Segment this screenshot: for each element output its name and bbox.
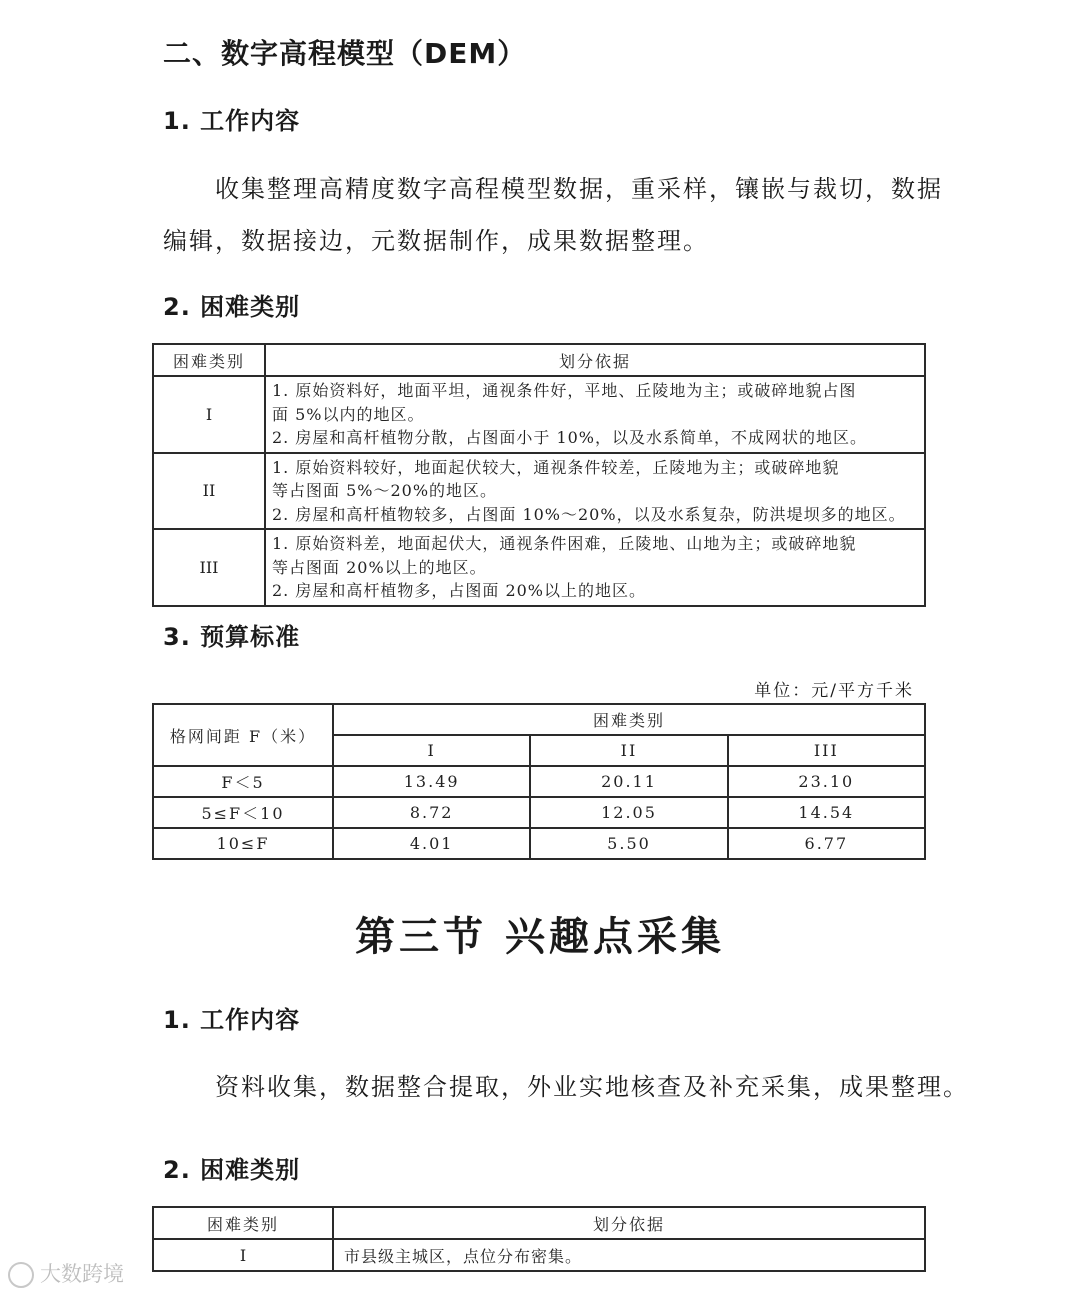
price-cell: 13.49 xyxy=(333,766,530,797)
table-row xyxy=(153,1239,925,1271)
price-cell: 5.50 xyxy=(530,828,727,859)
table-header-row xyxy=(153,704,925,735)
basis-line: 等占图面 5%～20%的地区。 xyxy=(272,481,498,500)
basis-line: 2. 房屋和高杆植物分散，占图面小于 10%，以及水系简单，不成网状的地区。 xyxy=(272,428,868,447)
level-header: II xyxy=(530,735,727,766)
difficulty-basis xyxy=(265,529,925,606)
dem-budget-table xyxy=(152,703,926,860)
difficulty-basis xyxy=(265,453,925,530)
table-row xyxy=(153,453,925,530)
price-cell: 8.72 xyxy=(333,797,530,828)
table-header-row xyxy=(153,344,925,376)
price-cell: 12.05 xyxy=(530,797,727,828)
dem-difficulty-table xyxy=(152,343,926,607)
price-cell: 23.10 xyxy=(728,766,925,797)
table-header-row xyxy=(153,1207,925,1239)
watermark xyxy=(8,1258,124,1288)
col-basis-header: 划分依据 xyxy=(333,1207,925,1239)
difficulty-basis xyxy=(265,376,925,453)
watermark-logo-icon xyxy=(8,1262,34,1288)
level-header: III xyxy=(728,735,925,766)
basis-line: 等占图面 20%以上的地区。 xyxy=(272,557,487,577)
dem-work-heading: 1. 工作内容 xyxy=(163,107,301,135)
table-row xyxy=(153,376,925,453)
difficulty-category: I xyxy=(153,1239,333,1271)
grid-range: 5≤F＜10 xyxy=(153,797,333,828)
grid-range: 10≤F xyxy=(153,828,333,859)
budget-unit: 单位：元/平方千米 xyxy=(754,681,914,701)
basis-line: 2. 房屋和高杆植物多，占图面 20%以上的地区。 xyxy=(272,581,647,600)
table-row xyxy=(153,766,925,797)
chapter-title: 第三节 兴趣点采集 xyxy=(355,914,725,960)
dem-work-line-1: 收集整理高精度数字高程模型数据，重采样，镶嵌与裁切，数据 xyxy=(215,175,943,203)
dem-budget-heading: 3. 预算标准 xyxy=(163,623,301,651)
grid-range: F＜5 xyxy=(153,766,333,797)
difficulty-category: II xyxy=(153,453,265,530)
watermark-text: 大数跨境 xyxy=(40,1262,124,1286)
section-title: 二、数字高程模型（DEM） xyxy=(163,37,527,70)
col-category-header: 困难类别 xyxy=(153,1207,333,1239)
difficulty-basis: 市县级主城区，点位分布密集。 xyxy=(333,1239,925,1271)
basis-line: 1. 原始资料较好，地面起伏较大，通视条件较差，丘陵地为主；或破碎地貌 xyxy=(272,457,840,477)
basis-line: 1. 原始资料好，地面平坦，通视条件好，平地、丘陵地为主；或破碎地貌占图 xyxy=(272,381,857,400)
dem-difficulty-heading: 2. 困难类别 xyxy=(163,293,301,321)
basis-line: 2. 房屋和高杆植物较多，占图面 10%～20%，以及水系复杂，防洪堤坝多的地区。 xyxy=(272,504,906,524)
col-category-header: 困难类别 xyxy=(153,344,265,376)
price-cell: 6.77 xyxy=(728,828,925,859)
price-cell: 14.54 xyxy=(728,797,925,828)
table-row xyxy=(153,797,925,828)
dem-work-line-2: 编辑，数据接边，元数据制作，成果数据整理。 xyxy=(163,227,709,255)
price-cell: 4.01 xyxy=(333,828,530,859)
poi-difficulty-table xyxy=(152,1206,926,1272)
col-difficulty-header: 困难类别 xyxy=(333,704,925,735)
col-grid-header: 格网间距 F（米） xyxy=(153,704,333,766)
table-row xyxy=(153,529,925,606)
basis-line: 1. 原始资料差，地面起伏大，通视条件困难，丘陵地、山地为主；或破碎地貌 xyxy=(272,534,857,553)
col-basis-header: 划分依据 xyxy=(265,344,925,376)
basis-line: 面 5%以内的地区。 xyxy=(272,404,425,424)
price-cell: 20.11 xyxy=(530,766,727,797)
level-header: I xyxy=(333,735,530,766)
table-row xyxy=(153,828,925,859)
difficulty-category: III xyxy=(153,529,265,606)
poi-work-heading: 1. 工作内容 xyxy=(163,1006,301,1034)
poi-work-text: 资料收集，数据整合提取，外业实地核查及补充采集，成果整理。 xyxy=(215,1073,969,1101)
poi-difficulty-heading: 2. 困难类别 xyxy=(163,1156,301,1184)
difficulty-category: I xyxy=(153,376,265,453)
